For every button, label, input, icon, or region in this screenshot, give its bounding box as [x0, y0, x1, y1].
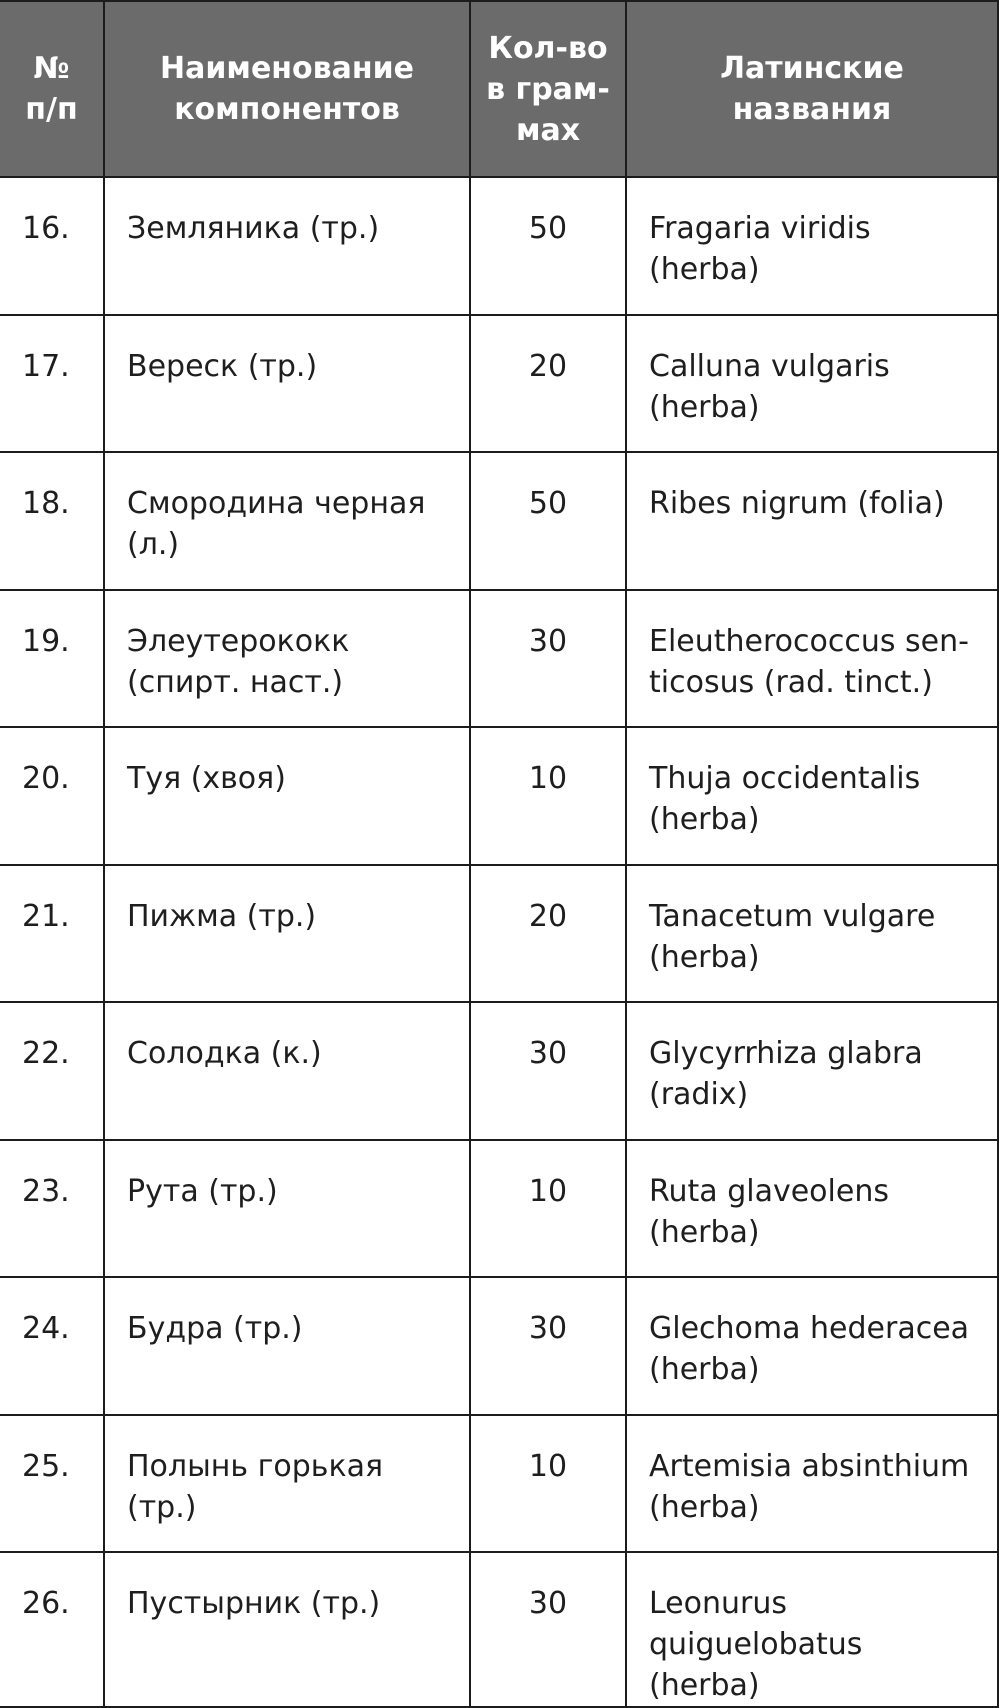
header-number: № п/п — [0, 1, 104, 177]
row-quantity: 10 — [470, 1140, 626, 1278]
row-name: Пустырник (тр.) — [104, 1552, 470, 1707]
row-name: Пижма (тр.) — [104, 865, 470, 1003]
row-latin: Tanacetum vulgare (herba) — [626, 865, 998, 1003]
table-row — [0, 590, 998, 728]
row-quantity: 10 — [470, 727, 626, 865]
row-name: Рута (тр.) — [104, 1140, 470, 1278]
row-quantity: 50 — [470, 177, 626, 315]
row-number: 26. — [0, 1552, 104, 1707]
table-row — [0, 1552, 998, 1707]
row-latin: Glycyrrhiza glabra (radix) — [626, 1002, 998, 1140]
table-row — [0, 1415, 998, 1553]
header-latin: Латинские названия — [626, 1, 998, 177]
row-quantity: 30 — [470, 590, 626, 728]
row-quantity: 30 — [470, 1277, 626, 1415]
row-number: 16. — [0, 177, 104, 315]
row-name: Полынь горькая (тр.) — [104, 1415, 470, 1553]
row-latin: Leonurus quiguelobatus (herba) — [626, 1552, 998, 1707]
row-latin: Eleutherococcus sen- ticosus (rad. tinct.) — [626, 590, 998, 728]
header-name: Наименование компонентов — [104, 1, 470, 177]
row-quantity: 30 — [470, 1552, 626, 1707]
table-row — [0, 1277, 998, 1415]
table-body — [0, 177, 998, 1707]
row-name: Элеутерококк (спирт. наст.) — [104, 590, 470, 728]
row-name: Смородина черная (л.) — [104, 452, 470, 590]
table-row — [0, 1140, 998, 1278]
row-latin: Calluna vulgaris (herba) — [626, 315, 998, 453]
row-latin: Ruta glaveolens (herba) — [626, 1140, 998, 1278]
row-number: 19. — [0, 590, 104, 728]
row-quantity: 30 — [470, 1002, 626, 1140]
table-row — [0, 177, 998, 315]
row-latin: Thuja occidentalis (herba) — [626, 727, 998, 865]
row-number: 17. — [0, 315, 104, 453]
row-quantity: 20 — [470, 315, 626, 453]
row-latin: Fragaria viridis (herba) — [626, 177, 998, 315]
header-row — [0, 1, 998, 177]
row-quantity: 50 — [470, 452, 626, 590]
table-row — [0, 727, 998, 865]
row-name: Будра (тр.) — [104, 1277, 470, 1415]
row-name: Земляника (тр.) — [104, 177, 470, 315]
table-row — [0, 1002, 998, 1140]
table-row — [0, 315, 998, 453]
table-row — [0, 452, 998, 590]
row-number: 21. — [0, 865, 104, 1003]
row-number: 20. — [0, 727, 104, 865]
row-number: 24. — [0, 1277, 104, 1415]
row-latin: Artemisia absinthium (herba) — [626, 1415, 998, 1553]
header-quantity: Кол-во в грам- мах — [470, 1, 626, 177]
table-header — [0, 1, 998, 177]
row-quantity: 10 — [470, 1415, 626, 1553]
row-latin: Ribes nigrum (folia) — [626, 452, 998, 590]
row-number: 25. — [0, 1415, 104, 1553]
table-row — [0, 865, 998, 1003]
row-quantity: 20 — [470, 865, 626, 1003]
row-number: 18. — [0, 452, 104, 590]
row-name: Вереск (тр.) — [104, 315, 470, 453]
row-name: Туя (хвоя) — [104, 727, 470, 865]
row-number: 23. — [0, 1140, 104, 1278]
row-latin: Glechoma hederacea (herba) — [626, 1277, 998, 1415]
row-name: Солодка (к.) — [104, 1002, 470, 1140]
row-number: 22. — [0, 1002, 104, 1140]
